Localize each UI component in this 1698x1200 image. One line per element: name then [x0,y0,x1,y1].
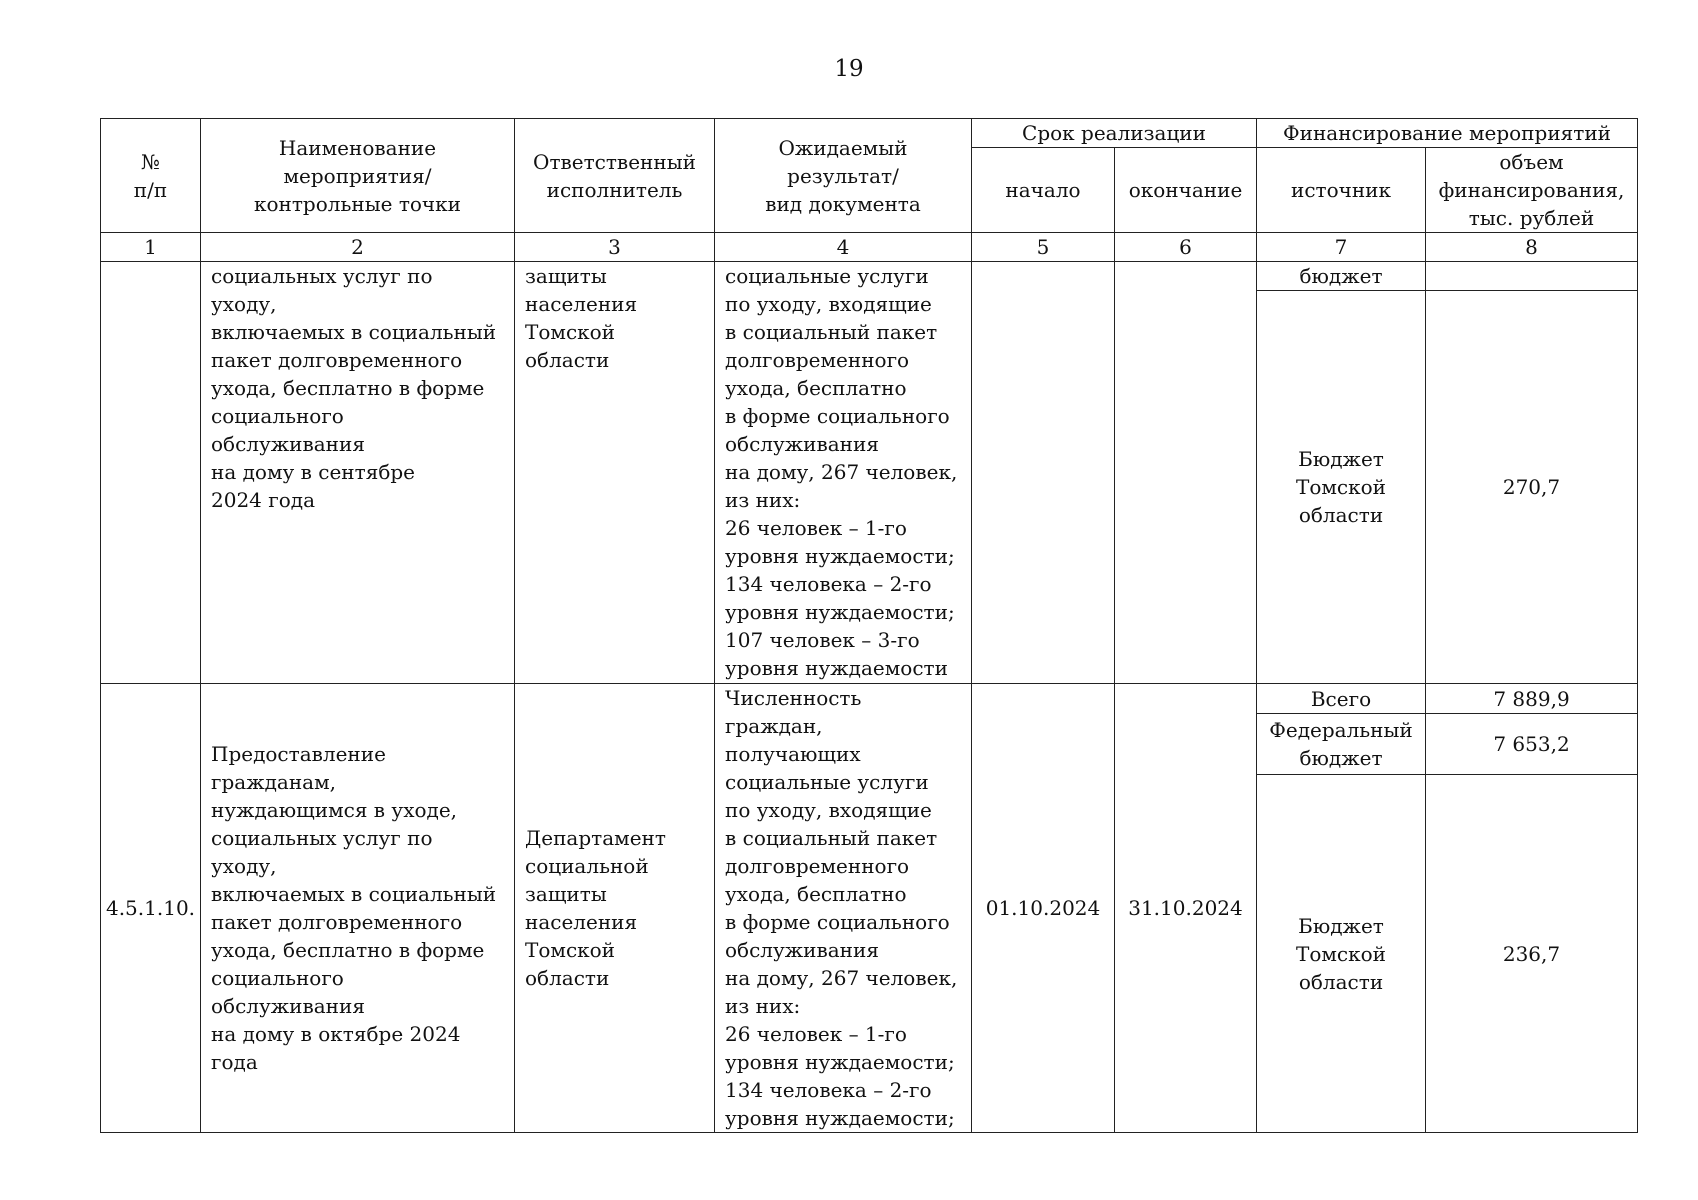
row-number: 4.5.1.10. [101,684,201,1133]
header-volume: объем финансирования, тыс. рублей [1426,148,1638,233]
header-financing: Финансирование мероприятий [1257,119,1638,148]
action-plan-table [100,118,1638,1133]
financing-volume: 7 889,9 [1426,684,1638,714]
column-number: 4 [715,233,972,262]
expected-result: Численность граждан, получающих социальные услуги по уходу, входящие в социальный пакет долговременного ухода, бесплатно в форме социального обслуживания на дому, 267 человек, из них: 26 человек – 1-го уровня нуждаемости; 134 человека – 2-го уровня нуждаемости; [715,684,972,1133]
financing-source: Бюджет Томской области [1257,291,1426,684]
financing-source: Федеральный бюджет [1257,714,1426,775]
financing-source: Всего [1257,684,1426,714]
financing-source: бюджет [1257,262,1426,291]
column-number: 6 [1115,233,1257,262]
column-number: 2 [201,233,515,262]
header-source: источник [1257,148,1426,233]
table-row [101,262,1638,291]
column-number: 3 [515,233,715,262]
column-number-row [101,233,1638,262]
header-result: Ожидаемый результат/ вид документа [715,119,972,233]
header-no: № п/п [101,119,201,233]
header-responsible: Ответственный исполнитель [515,119,715,233]
activity-name: Предоставление гражданам, нуждающимся в уходе, социальных услуг по уходу, включаемых в социальный пакет долговременного ухода, бесплатно в форме социального обслуживания на дому в октябре 2024 года [201,684,515,1133]
expected-result: социальные услуги по уходу, входящие в социальный пакет долговременного ухода, бесплатно в форме социального обслуживания на дому, 267 человек, из них: 26 человек – 1-го уровня нуждаемости; 134 человека – 2-го уровня нуждаемости; 107 человек – 3-го уровня нуждаемости [715,262,972,684]
activity-name: социальных услуг по уходу, включаемых в социальный пакет долговременного ухода, бесплатно в форме социального обслуживания на дому в сентябре 2024 года [201,262,515,684]
end-date [1115,262,1257,684]
start-date [972,262,1115,684]
column-number: 1 [101,233,201,262]
header-name: Наименование мероприятия/ контрольные точки [201,119,515,233]
financing-source: Бюджет Томской области [1257,775,1426,1133]
responsible-executor: Департамент социальной защиты населения Томской области [515,684,715,1133]
header-start: начало [972,148,1115,233]
column-number: 5 [972,233,1115,262]
column-number: 7 [1257,233,1426,262]
column-number: 8 [1426,233,1638,262]
header-period: Срок реализации [972,119,1257,148]
responsible-executor: защиты населения Томской области [515,262,715,684]
header-end: окончание [1115,148,1257,233]
page-number: 19 [834,56,864,82]
table-row [101,684,1638,714]
start-date: 01.10.2024 [972,684,1115,1133]
row-number [101,262,201,684]
end-date: 31.10.2024 [1115,684,1257,1133]
financing-volume [1426,262,1638,291]
financing-volume: 270,7 [1426,291,1638,684]
financing-volume: 236,7 [1426,775,1638,1133]
financing-volume: 7 653,2 [1426,714,1638,775]
